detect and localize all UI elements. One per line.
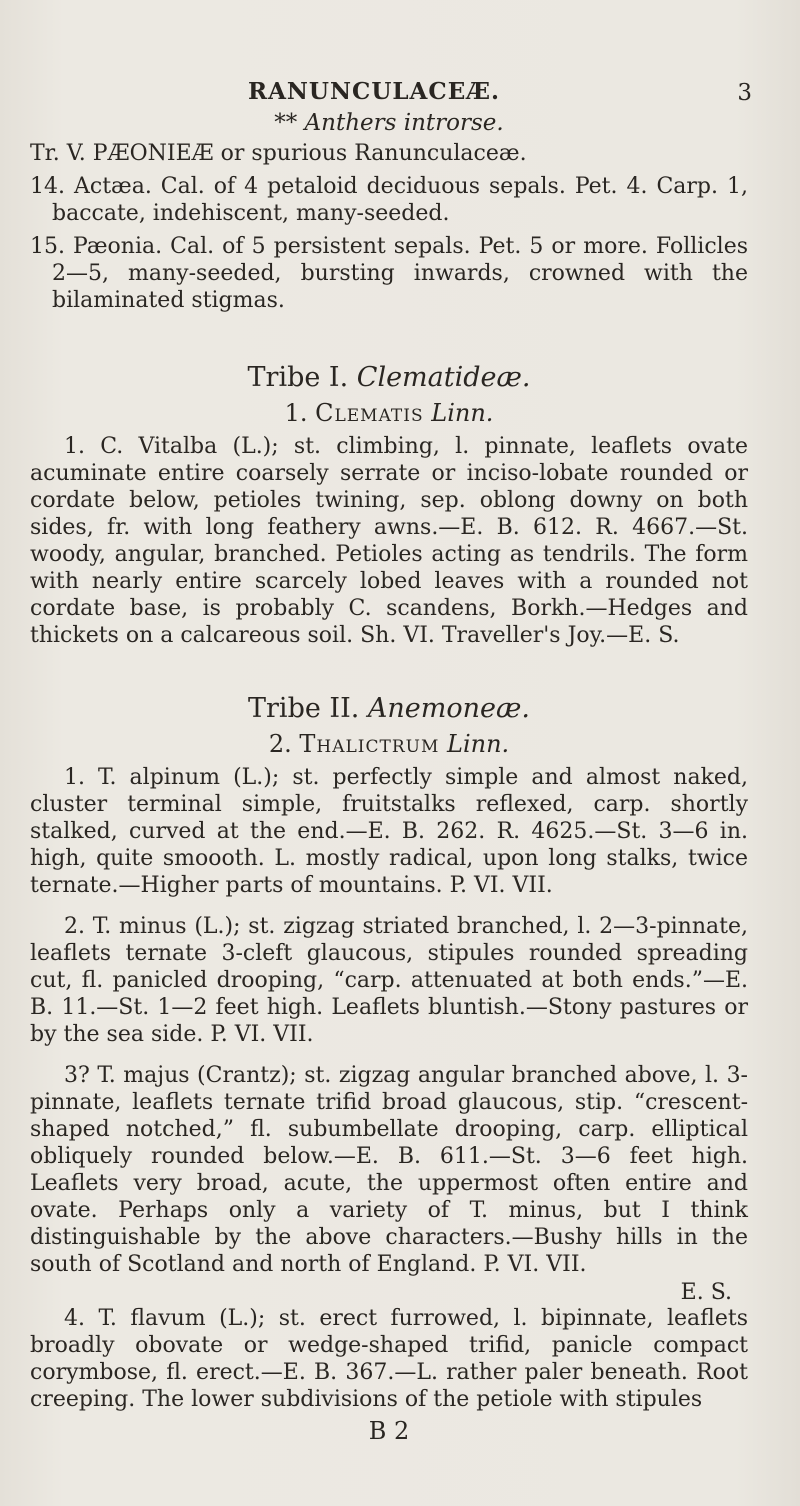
tribe-ii-heading xyxy=(30,693,748,724)
entry-actaea: 14. Actæa. Cal. of 4 petaloid deciduous sepals. Pet. 4. Carp. 1, baccate, indehiscent, many-seeded. xyxy=(30,174,748,226)
printer-signature: B 2 xyxy=(368,1417,410,1445)
species-thalictrum-flavum: 4. T. flavum (L.); st. erect furrowed, l. bipinnate, leaflets broadly obovate or wedge-shaped trifid, panicle compact corymbose, fl. erect.—E. B. 367.—L. rather paler beneath. Root creeping. The lower subdivisions of the petiole with stipules xyxy=(30,1306,748,1412)
species-thalictrum-minus: 2. T. minus (L.); st. zigzag striated branched, l. 2—3-pinnate, leaflets ternate 3-cleft glaucous, stipules rounded spreading cut, fl. panicled drooping, “carp. attenuated at both ends.”—E. B. 11.—St. 1—2 feet high. Leaflets bluntish.—Stony pastures or by the sea side. P. VI. VII. xyxy=(30,914,748,1047)
genus-clematis-number: 1. xyxy=(284,399,308,427)
tribe-v-title: Tr. V. PÆONIEÆ or spurious Ranunculaceæ. xyxy=(30,141,527,166)
tribe-i-name: Clematideæ. xyxy=(356,362,531,393)
tribe-ii-prefix: Tribe II. xyxy=(248,693,360,724)
genus-clematis-authority: Linn. xyxy=(431,399,494,427)
anthers-note: ** Anthers introrse. xyxy=(274,110,504,136)
tribe-ii-name: Anemoneæ. xyxy=(367,693,530,724)
genus-clematis-heading xyxy=(30,399,748,427)
species-clematis-vitalba: 1. C. Vitalba (L.); st. climbing, l. pinnate, leaflets ovate acuminate entire coarsely serrate or inciso-lobate rounded or cordate below, petioles twining, sep. oblong downy on both sides, fr. with long feathery awns.—E. B. 612. R. 4667.—St. woody, angular, branched. Petioles acting as tendrils. The form with nearly entire scarcely lobed leaves with a rounded not cordate base, is probably C. scandens, Borkh.—Hedges and thickets on a calcareous soil. Sh. VI. Traveller's Joy.—E. S. xyxy=(30,434,748,648)
species-thalictrum-majus: 3? T. majus (Crantz); st. zigzag angular branched above, l. 3-pinnate, leaflets ternate trifid broad glaucous, stip. “crescent-shaped notched,” fl. subumbellate drooping, carp. elliptical obliquely rounded below.—E. B. 611.—St. 3—6 feet high. Leaflets very broad, acute, the uppermost often entire and ovate. Perhaps only a variety of T. minus, but I think distinguishable by the above characters.—Bushy hills in the south of Scotland and north of England. P. VI. VII. xyxy=(30,1063,748,1277)
entry-paeonia: 15. Pæonia. Cal. of 5 persistent sepals. Pet. 5 or more. Follicles 2—5, many-seeded, bursting inwards, crowned with the bilaminated stigmas. xyxy=(30,234,748,313)
genus-thalictrum-number: 2. xyxy=(268,730,292,758)
genus-thalictrum-heading xyxy=(30,730,748,758)
page-number: 3 xyxy=(737,80,752,106)
species-thalictrum-majus-signature: E. S. xyxy=(680,1280,732,1305)
genus-thalictrum-authority: Linn. xyxy=(447,730,510,758)
genus-clematis-name: Clematis xyxy=(315,399,424,427)
running-head: RANUNCULACEÆ. xyxy=(247,78,501,105)
genus-thalictrum-name: Thalictrum xyxy=(299,730,440,758)
tribe-i-prefix: Tribe I. xyxy=(247,362,349,393)
tribe-i-heading xyxy=(30,362,748,393)
species-thalictrum-alpinum: 1. T. alpinum (L.); st. perfectly simple and almost naked, cluster terminal simple, fruitstalks reflexed, carp. shortly stalked, curved at the end.—E. B. 262. R. 4625.—St. 3—6 in. high, quite smoooth. L. mostly radical, upon long stalks, twice ternate.—Higher parts of mountains. P. VI. VII. xyxy=(30,765,748,898)
